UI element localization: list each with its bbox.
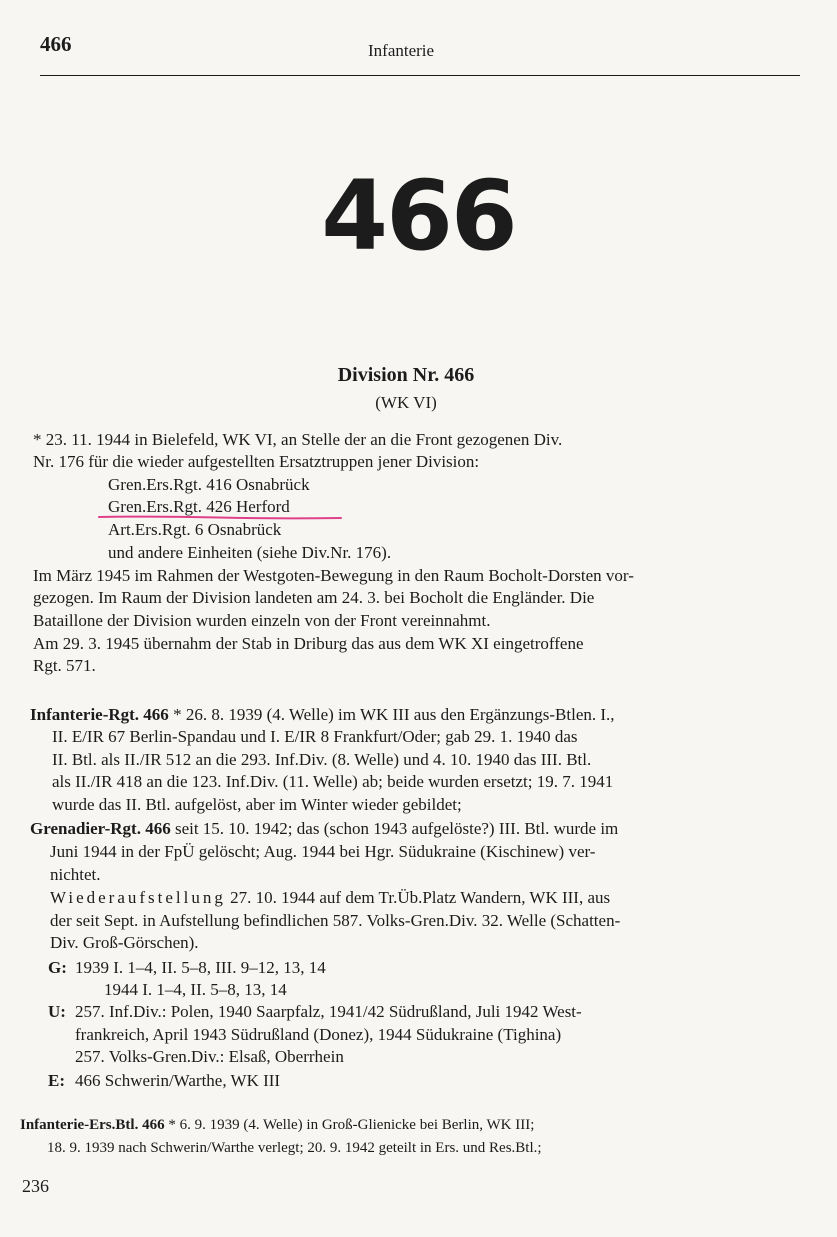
e-label: E: bbox=[48, 1071, 65, 1090]
grenadier-rgt-heading: Grenadier-Rgt. 466 bbox=[30, 819, 171, 838]
u-line: frankreich, April 1943 Südrußland (Donez), 1944 Südukraine (Tighina) bbox=[75, 1025, 562, 1044]
ers-btl-first-line bbox=[20, 1117, 534, 1134]
division-text-line: Bataillone der Division wurden einzeln von der Front vereinnahmt. bbox=[33, 611, 491, 630]
infanterie-rgt-heading: Infanterie-Rgt. 466 bbox=[30, 705, 169, 724]
ers-btl-line: 18. 9. 1939 nach Schwerin/Warthe verlegt; 20. 9. 1942 geteilt in Ers. und Res.Btl.; bbox=[47, 1140, 542, 1156]
grenadier-rgt-text: seit 15. 10. 1942; das (schon 1943 aufgelöste?) III. Btl. wurde im bbox=[174, 819, 619, 838]
u-label: U: bbox=[48, 1002, 66, 1021]
infanterie-rgt-text: * 26. 8. 1939 (4. Welle) im WK III aus den Ergänzungs-Btlen. I., bbox=[173, 705, 615, 724]
division-text-line: Im März 1945 im Rahmen der Westgoten-Bewegung in den Raum Bocholt-Dorsten vor- bbox=[33, 566, 634, 585]
grenadier-rgt-first-line bbox=[30, 819, 618, 839]
division-text-line: Nr. 176 für die wieder aufgestellten Ersatztruppen jener Division: bbox=[33, 452, 480, 471]
division-text-line: Rgt. 571. bbox=[33, 656, 96, 675]
grenadier-rgt-reformation-line bbox=[50, 888, 610, 908]
grenadier-rgt-line: Juni 1944 in der FpÜ gelöscht; Aug. 1944 bei Hgr. Südukraine (Kischinew) ver- bbox=[50, 842, 596, 861]
division-text-line: * 23. 11. 1944 in Bielefeld, WK VI, an Stelle der an die Front gezogenen Div. bbox=[33, 430, 563, 449]
g-line: 1944 I. 1–4, II. 5–8, 13, 14 bbox=[104, 980, 287, 999]
grenadier-rgt-line: nichtet. bbox=[50, 865, 101, 884]
page-number-top: 466 bbox=[40, 32, 72, 56]
division-text-line: Am 29. 3. 1945 übernahm der Stab in Driburg das aus dem WK XI eingetroffene bbox=[33, 634, 584, 653]
division-unit-line: Art.Ers.Rgt. 6 Osnabrück bbox=[108, 520, 282, 539]
infanterie-rgt-first-line bbox=[30, 705, 615, 725]
page-number-bottom: 236 bbox=[22, 1176, 49, 1196]
pen-underline-stroke bbox=[99, 517, 341, 519]
division-number-display: 466 bbox=[321, 160, 516, 272]
ers-btl-text: * 6. 9. 1939 (4. Welle) in Groß-Glienicke bei Berlin, WK III; bbox=[168, 1117, 535, 1133]
division-text-line: und andere Einheiten (siehe Div.Nr. 176). bbox=[108, 543, 392, 562]
running-title: Infanterie bbox=[368, 41, 435, 60]
u-line: 257. Inf.Div.: Polen, 1940 Saarpfalz, 1941/42 Südrußland, Juli 1942 West- bbox=[75, 1002, 582, 1021]
infanterie-rgt-line: II. Btl. als II./IR 512 an die 293. Inf.Div. (8. Welle) und 4. 10. 1940 das III. Btl. bbox=[52, 750, 592, 769]
reformation-text: 27. 10. 1944 auf dem Tr.Üb.Platz Wandern, WK III, aus bbox=[230, 888, 611, 907]
ers-btl-heading: Infanterie-Ers.Btl. 466 bbox=[20, 1117, 165, 1133]
grenadier-rgt-line: Div. Groß-Görschen). bbox=[50, 933, 199, 952]
division-subtitle: (WK VI) bbox=[375, 393, 437, 412]
division-title: Division Nr. 466 bbox=[337, 364, 475, 386]
grenadier-rgt-line: der seit Sept. in Aufstellung befindlichen 587. Volks-Gren.Div. 32. Welle (Schatten- bbox=[50, 911, 621, 930]
reformation-word: Wiederaufstellung bbox=[50, 888, 226, 907]
infanterie-rgt-line: II. E/IR 67 Berlin-Spandau und I. E/IR 8 Frankfurt/Oder; gab 29. 1. 1940 das bbox=[52, 727, 578, 746]
division-unit-line: Gren.Ers.Rgt. 426 Herford bbox=[108, 497, 290, 516]
e-line: 466 Schwerin/Warthe, WK III bbox=[75, 1071, 281, 1090]
division-unit-line: Gren.Ers.Rgt. 416 Osnabrück bbox=[108, 475, 310, 494]
g-label: G: bbox=[48, 958, 67, 977]
g-line: 1939 I. 1–4, II. 5–8, III. 9–12, 13, 14 bbox=[75, 958, 326, 977]
division-text-line: gezogen. Im Raum der Division landeten am 24. 3. bei Bocholt die Engländer. Die bbox=[33, 588, 595, 607]
header-rule bbox=[40, 75, 800, 76]
infanterie-rgt-line: als II./IR 418 an die 123. Inf.Div. (11. Welle) ab; beide wurden ersetzt; 19. 7. 1941 bbox=[52, 772, 614, 791]
infanterie-rgt-line: wurde das II. Btl. aufgelöst, aber im Winter wieder gebildet; bbox=[52, 795, 462, 814]
u-line: 257. Volks-Gren.Div.: Elsaß, Oberrhein bbox=[75, 1047, 344, 1066]
